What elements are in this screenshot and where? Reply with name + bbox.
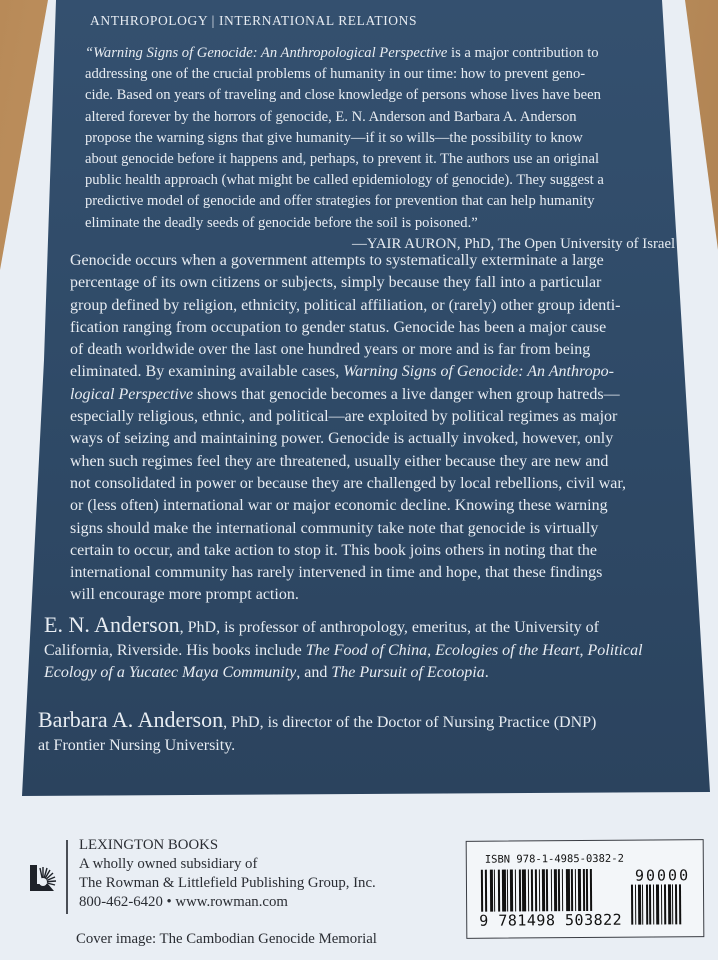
quote-line: addressing one of the crucial problems of humanity in our time: how to prevent geno- — [85, 66, 586, 83]
author-bio-en-anderson: E. N. Anderson, PhD, is professor of anthropology, emeritus, at the University of California, Riverside. His books include The Food of China, Ecologies of the Heart, Political Ecology of a Yucatec Maya Community, and The Pursuit of Ecotopia. — [44, 612, 643, 681]
publisher-name: LEXINGTON BOOKS — [79, 837, 219, 853]
publisher-info: LEXINGTON BOOKS A wholly owned subsidiary of The Rowman & Littlefield Publishing Group, Inc. 800-462-6420 • www.rowman.com — [79, 837, 376, 910]
description-line: will encourage more prompt action. — [70, 586, 299, 604]
description-line: group defined by religion, ethnicity, political affiliation, or (rarely) other group identi- — [70, 296, 621, 314]
description-line: eliminated. By examining available cases, Warning Signs of Genocide: An Anthropo- — [70, 363, 614, 381]
description-line: signs should make the international community take note that genocide is virtually — [70, 519, 599, 537]
description-line: when such regimes feel they are threatened, usually either because they are new and — [70, 452, 609, 470]
description-line: certain to occur, and take action to stop it. This book joins others in noting that the — [70, 541, 597, 559]
quote-line: eliminate the deadly seeds of genocide before the soil is poisoned.” — [85, 214, 478, 231]
quote-line: propose the warning signs that give humanity—if it so wills—the possibility to know — [85, 129, 583, 146]
publisher-divider — [66, 840, 68, 914]
cover-image-credit: Cover image: The Cambodian Genocide Memorial — [76, 931, 377, 947]
description-line: of death worldwide over the last one hundred years or more and is far from being — [70, 341, 591, 359]
quote-line: cide. Based on years of traveling and close knowledge of persons whose lives have been — [85, 87, 601, 104]
description-line: ways of seizing and maintaining power. Genocide is actually invoked, however, only — [70, 430, 614, 448]
description-line: or (less often) international war or major economic decline. Knowing these warning — [70, 497, 608, 515]
endorsement-quote — [85, 43, 604, 234]
description-line: logical Perspective shows that genocide becomes a live danger when group hatreds— — [70, 385, 620, 403]
author-name: E. N. Anderson — [44, 612, 180, 637]
publisher-contact: 800-462-6420 • www.rowman.com — [79, 894, 288, 910]
quote-attribution: —YAIR AURON, PhD, The Open University of Israel — [352, 236, 676, 252]
description-line: not consolidated in power or because they are challenged by local rebellions, civil war, — [70, 474, 627, 492]
quote-line: altered forever by the horrors of genocide, E. N. Anderson and Barbara A. Anderson — [85, 108, 577, 125]
lexington-books-logo-icon — [28, 863, 58, 893]
addon-barcode-bars — [631, 884, 693, 924]
author-bio-ba-anderson: Barbara A. Anderson, PhD, is director of the Doctor of Nursing Practice (DNP) at Frontier Nursing University. — [38, 707, 597, 754]
quote-line: about genocide before it happens and, perhaps, to prevent it. The authors use an original — [85, 151, 600, 168]
ean-digits: 9 781498 503822 — [479, 910, 623, 930]
quote-line: predictive model of genocide and offer strategies for prevention that can help humanity — [85, 193, 595, 210]
subject-category: ANTHROPOLOGY | INTERNATIONAL RELATIONS — [90, 13, 418, 28]
description-line: fication ranging from occupation to gender status. Genocide has been a major cause — [70, 318, 607, 336]
description-line: Genocide occurs when a government attempts to systematically exterminate a large — [70, 252, 604, 269]
author-name: Barbara A. Anderson — [38, 707, 224, 732]
price-addon-digits: 90000 — [634, 866, 691, 885]
description-line: percentage of its own citizens or subjects, simply because they fall into a particular — [70, 274, 602, 292]
quote-line: public health approach (what might be called epidemiology of genocide). They suggest a — [85, 172, 604, 189]
isbn-label: ISBN 978-1-4985-0382-2 — [484, 852, 624, 866]
isbn-barcode — [466, 839, 705, 939]
book-description — [70, 250, 626, 607]
description-line: international community has rarely intervened in time and hope, that these findings — [70, 564, 603, 582]
quote-line: “Warning Signs of Genocide: An Anthropological Perspective is a major contribution to — [85, 45, 599, 61]
description-line: especially religious, ethnic, and political—are exploited by political regimes as major — [70, 408, 618, 426]
